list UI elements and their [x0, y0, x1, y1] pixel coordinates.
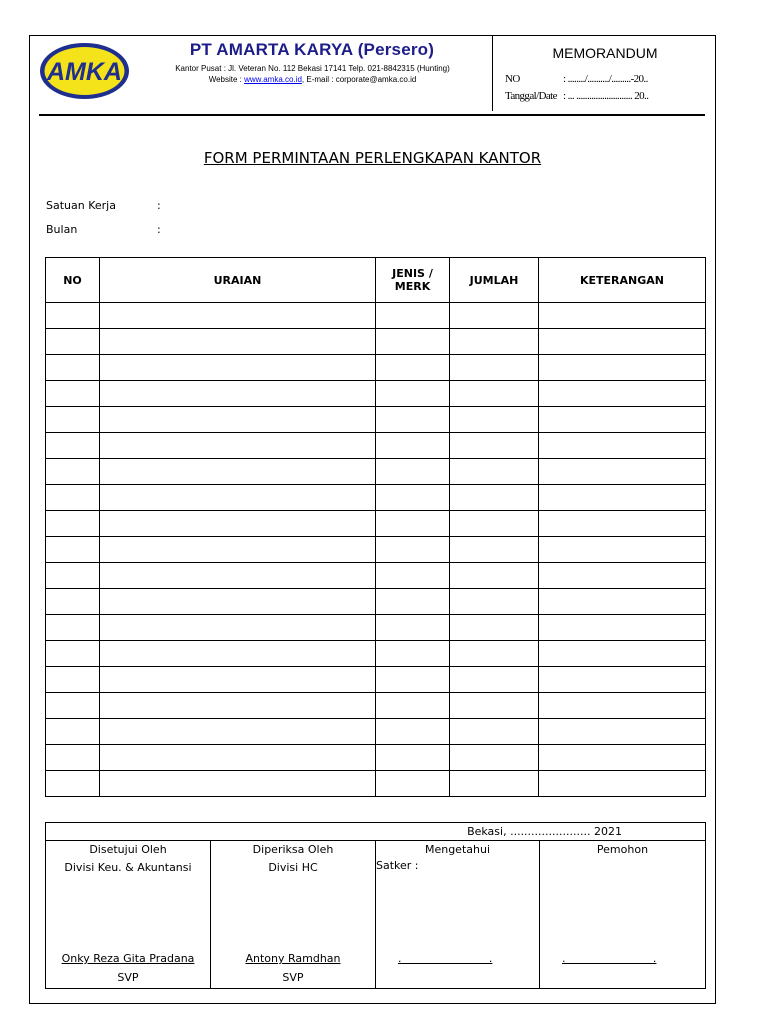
cell-uraian[interactable]	[100, 667, 376, 693]
cell-jumlah[interactable]	[450, 355, 539, 381]
memo-date-label: Tanggal/Date	[505, 90, 557, 102]
cell-uraian[interactable]	[100, 615, 376, 641]
cell-keterangan[interactable]	[539, 537, 706, 563]
cell-keterangan[interactable]	[539, 563, 706, 589]
cell-keterangan[interactable]	[539, 615, 706, 641]
table-row	[46, 433, 706, 459]
email-text: , E-mail : corporate@amka.co.id	[301, 75, 417, 84]
cell-uraian[interactable]	[100, 589, 376, 615]
cell-no[interactable]	[46, 459, 100, 485]
cell-keterangan[interactable]	[539, 381, 706, 407]
cell-keterangan[interactable]	[539, 589, 706, 615]
cell-no[interactable]	[46, 745, 100, 771]
cell-keterangan[interactable]	[539, 667, 706, 693]
memo-number-value: : ......../........../.........-20..	[563, 73, 648, 85]
table-row	[46, 381, 706, 407]
cell-keterangan[interactable]	[539, 511, 706, 537]
header-jumlah: JUMLAH	[450, 258, 539, 303]
company-name: PT AMARTA KARYA (Persero)	[189, 40, 435, 59]
cell-jumlah[interactable]	[450, 563, 539, 589]
cell-keterangan[interactable]	[539, 407, 706, 433]
cell-uraian[interactable]	[100, 745, 376, 771]
company-address: Kantor Pusat : Jl. Veteran No. 112 Bekasi 17141 Telp. 021-8842315 (Hunting)	[175, 64, 450, 73]
cell-no[interactable]	[46, 303, 100, 329]
cell-keterangan[interactable]	[539, 433, 706, 459]
cell-uraian[interactable]	[100, 563, 376, 589]
cell-jumlah[interactable]	[450, 615, 539, 641]
cell-keterangan[interactable]	[539, 459, 706, 485]
signature-checked-by	[211, 841, 376, 989]
memo-title: MEMORANDUM	[552, 45, 658, 61]
cell-keterangan[interactable]	[539, 355, 706, 381]
signature-division: Divisi HC	[268, 861, 318, 874]
table-row	[46, 615, 706, 641]
header-jenis-merk: JENIS / MERK	[376, 258, 450, 303]
cell-uraian[interactable]	[100, 381, 376, 407]
header-divider	[39, 114, 705, 116]
cell-no[interactable]	[46, 641, 100, 667]
cell-jumlah[interactable]	[450, 589, 539, 615]
cell-uraian[interactable]	[100, 329, 376, 355]
cell-no[interactable]	[46, 771, 100, 797]
field-separator: :	[157, 199, 161, 212]
cell-jumlah[interactable]	[450, 485, 539, 511]
header-keterangan: KETERANGAN	[539, 258, 706, 303]
memo-box	[492, 36, 717, 111]
memo-number-row	[505, 73, 648, 85]
signatory-position: SVP	[282, 971, 304, 984]
table-body	[46, 303, 706, 797]
cell-jenis-merk[interactable]	[376, 589, 450, 615]
cell-no[interactable]	[46, 563, 100, 589]
approval-date-row	[46, 823, 706, 841]
memo-date-row	[505, 90, 648, 102]
cell-jenis-merk[interactable]	[376, 641, 450, 667]
field-satuan-kerja	[46, 199, 161, 212]
table-row	[46, 667, 706, 693]
memo-date-value: : ... .......................... 20..	[563, 90, 649, 102]
cell-uraian[interactable]	[100, 303, 376, 329]
cell-uraian[interactable]	[100, 537, 376, 563]
signature-requester	[540, 841, 706, 989]
cell-jenis-merk[interactable]	[376, 771, 450, 797]
company-contact	[140, 75, 485, 84]
cell-jumlah[interactable]	[450, 537, 539, 563]
cell-jenis-merk[interactable]	[376, 693, 450, 719]
cell-jenis-merk[interactable]	[376, 667, 450, 693]
cell-no[interactable]	[46, 693, 100, 719]
signature-row	[46, 841, 706, 989]
table-row	[46, 459, 706, 485]
cell-jenis-merk[interactable]	[376, 719, 450, 745]
cell-jumlah[interactable]	[450, 693, 539, 719]
table-row	[46, 771, 706, 797]
cell-keterangan[interactable]	[539, 719, 706, 745]
signature-approved-by	[46, 841, 211, 989]
memo-number-label: NO	[505, 73, 520, 85]
signature-acknowledged-by	[376, 841, 540, 989]
cell-no[interactable]	[46, 667, 100, 693]
table-row	[46, 719, 706, 745]
cell-jenis-merk[interactable]	[376, 615, 450, 641]
field-bulan	[46, 223, 161, 236]
signature-role: Pemohon	[596, 843, 649, 856]
table-row	[46, 537, 706, 563]
table-header-row	[46, 258, 706, 303]
table-row	[46, 745, 706, 771]
website-link[interactable]: www.amka.co.id	[244, 75, 302, 84]
cell-jenis-merk[interactable]	[376, 537, 450, 563]
cell-jumlah[interactable]	[450, 641, 539, 667]
cell-jumlah[interactable]	[450, 745, 539, 771]
table-row	[46, 563, 706, 589]
cell-keterangan[interactable]	[539, 485, 706, 511]
signature-role: Disetujui Oleh	[89, 843, 167, 856]
cell-keterangan[interactable]	[539, 771, 706, 797]
cell-no[interactable]	[46, 381, 100, 407]
website-label: Website :	[208, 75, 245, 84]
cell-jumlah[interactable]	[450, 667, 539, 693]
header-uraian: URAIAN	[100, 258, 376, 303]
table-row	[46, 511, 706, 537]
cell-uraian[interactable]	[100, 693, 376, 719]
field-label: Satuan Kerja	[46, 199, 116, 212]
table-row	[46, 641, 706, 667]
field-label: Bulan	[46, 223, 78, 236]
cell-no[interactable]	[46, 589, 100, 615]
cell-jumlah[interactable]	[450, 459, 539, 485]
cell-jumlah[interactable]	[450, 329, 539, 355]
table-row	[46, 355, 706, 381]
table-row	[46, 693, 706, 719]
cell-no[interactable]	[46, 329, 100, 355]
signatory-name: Onky Reza Gita Pradana	[61, 952, 195, 965]
cell-jenis-merk[interactable]	[376, 329, 450, 355]
cell-jenis-merk[interactable]	[376, 433, 450, 459]
cell-jumlah[interactable]	[450, 407, 539, 433]
cell-jenis-merk[interactable]	[376, 355, 450, 381]
cell-no[interactable]	[46, 355, 100, 381]
approval-date-cell	[46, 823, 706, 841]
cell-uraian[interactable]	[100, 407, 376, 433]
cell-uraian[interactable]	[100, 485, 376, 511]
signature-blank-line: . .	[398, 952, 493, 965]
svg-text:AMKA: AMKA	[47, 58, 122, 86]
cell-jenis-merk[interactable]	[376, 745, 450, 771]
cell-keterangan[interactable]	[539, 745, 706, 771]
cell-keterangan[interactable]	[539, 303, 706, 329]
cell-jenis-merk[interactable]	[376, 459, 450, 485]
cell-jenis-merk[interactable]	[376, 407, 450, 433]
cell-jenis-merk[interactable]	[376, 381, 450, 407]
field-separator: :	[157, 223, 161, 236]
table-row	[46, 303, 706, 329]
cell-no[interactable]	[46, 511, 100, 537]
cell-jenis-merk[interactable]	[376, 485, 450, 511]
memorandum-page	[29, 35, 716, 1004]
cell-no[interactable]	[46, 433, 100, 459]
signatory-position: SVP	[117, 971, 139, 984]
cell-jumlah[interactable]	[450, 433, 539, 459]
cell-keterangan[interactable]	[539, 693, 706, 719]
signature-role: Mengetahui	[424, 843, 491, 856]
cell-jumlah[interactable]	[450, 719, 539, 745]
cell-jumlah[interactable]	[450, 771, 539, 797]
table-row	[46, 589, 706, 615]
signature-division: Divisi Keu. & Akuntansi	[64, 861, 192, 874]
cell-jenis-merk[interactable]	[376, 563, 450, 589]
table-row	[46, 329, 706, 355]
cell-uraian[interactable]	[100, 719, 376, 745]
cell-uraian[interactable]	[100, 459, 376, 485]
cell-no[interactable]	[46, 719, 100, 745]
request-items-table	[45, 257, 706, 797]
table-row	[46, 407, 706, 433]
cell-no[interactable]	[46, 407, 100, 433]
signatory-name: Antony Ramdhan	[245, 952, 341, 965]
satker-label: Satker :	[376, 859, 419, 872]
cell-jumlah[interactable]	[450, 381, 539, 407]
header-no: NO	[46, 258, 100, 303]
table-row	[46, 485, 706, 511]
cell-keterangan[interactable]	[539, 641, 706, 667]
cell-jenis-merk[interactable]	[376, 511, 450, 537]
cell-no[interactable]	[46, 485, 100, 511]
cell-jumlah[interactable]	[450, 303, 539, 329]
cell-no[interactable]	[46, 615, 100, 641]
cell-uraian[interactable]	[100, 355, 376, 381]
cell-uraian[interactable]	[100, 641, 376, 667]
cell-uraian[interactable]	[100, 771, 376, 797]
approval-table	[45, 822, 706, 989]
cell-jenis-merk[interactable]	[376, 303, 450, 329]
form-title: FORM PERMINTAAN PERLENGKAPAN KANTOR	[203, 149, 542, 167]
amka-logo	[39, 42, 130, 100]
cell-no[interactable]	[46, 537, 100, 563]
approval-date: Bekasi, ....................... 2021	[467, 825, 622, 838]
signature-blank-line: . .	[562, 952, 657, 965]
signature-role: Diperiksa Oleh	[252, 843, 334, 856]
cell-uraian[interactable]	[100, 433, 376, 459]
cell-jumlah[interactable]	[450, 511, 539, 537]
cell-uraian[interactable]	[100, 511, 376, 537]
cell-keterangan[interactable]	[539, 329, 706, 355]
